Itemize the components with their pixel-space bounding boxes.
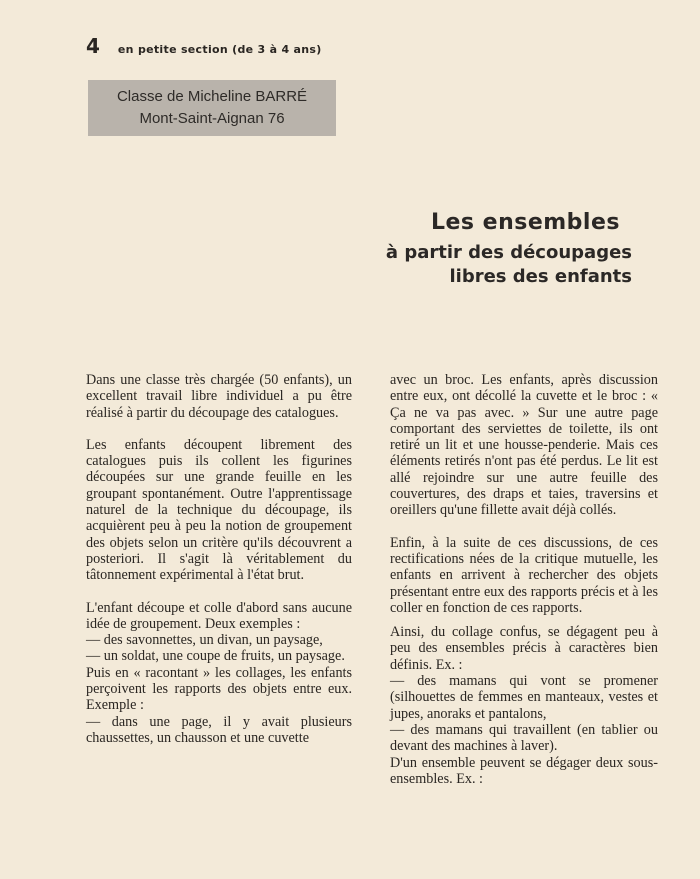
paragraph: Puis en « racontant » les collages, les enfants perçoivent les rapports des objets entre eux. Exemple : bbox=[86, 664, 352, 714]
list-item: — dans une page, il y avait plusieurs chaussettes, un chausson et une cuvette bbox=[86, 713, 352, 746]
paragraph: Enfin, à la suite de ces discussions, de ces rectifications nées de la critique mutuelle, les enfants en arrivent à rechercher des objets présentant entre eux des rapports précis et à les coller en fonction de ces rapports. bbox=[390, 534, 658, 616]
paragraph: Les enfants découpent librement des catalogues puis ils collent les figurines découpées sur une grande feuille en les groupant spontanément. Outre l'apprentissage naturel de la technique du découpage, ils acquièrent peu à peu la notion de groupement des objets selon un critère qu'ils découvrent a posteriori. Il s'agit là véritablement du tâtonnement expérimental à l'état brut. bbox=[86, 436, 352, 584]
paragraph: D'un ensemble peuvent se dégager deux sous-ensembles. Ex. : bbox=[390, 754, 658, 787]
class-location: Mont-Saint-Aignan 76 bbox=[139, 110, 285, 127]
paragraph: Dans une classe très chargée (50 enfants), un excellent travail libre individuel a pu être réalisé à partir du découpage des catalogues. bbox=[86, 372, 352, 421]
class-attribution-box bbox=[88, 80, 336, 136]
section-label: en petite section (de 3 à 4 ans) bbox=[117, 43, 322, 56]
list-item: — un soldat, une coupe de fruits, un paysage. bbox=[86, 648, 345, 665]
page-number: 4 bbox=[86, 34, 100, 58]
title-subtitle-1: à partir des découpages bbox=[385, 242, 632, 263]
paragraph: avec un broc. Les enfants, après discussion entre eux, ont décollé la cuvette et le broc : « Ça ne va pas avec. » Sur une autre page comportant des serviettes de toilette, ils ont retiré un lit et une housse-penderie. Mais ces éléments retirés n'ont pas été perdus. Le lit est allé rejoindre sur une autre feuille des couvertures, des draps et taies, traversins et oreillers qu'une fillette avait déjà collés. bbox=[390, 372, 658, 519]
left-column bbox=[86, 372, 352, 746]
title-main: Les ensembles bbox=[430, 210, 620, 235]
list-item: — des savonnettes, un divan, un paysage, bbox=[86, 632, 323, 649]
list-item: — des mamans qui vont se promener (silhouettes de femmes en manteaux, vestes et jupes, anoraks et pantalons, bbox=[390, 673, 658, 722]
title-subtitle-2: libres des enfants bbox=[449, 266, 632, 287]
right-column bbox=[390, 372, 658, 787]
list-item: — des mamans qui travaillent (en tablier ou devant des machines à laver). bbox=[390, 721, 658, 755]
paragraph: L'enfant découpe et colle d'abord sans aucune idée de groupement. Deux exemples : bbox=[86, 599, 352, 632]
paragraph: Ainsi, du collage confus, se dégagent peu à peu des ensembles précis à caractères bien définis. Ex. : bbox=[390, 624, 658, 673]
page-header bbox=[86, 34, 322, 58]
article-title bbox=[386, 210, 632, 289]
class-teacher: Classe de Micheline BARRÉ bbox=[116, 88, 308, 105]
